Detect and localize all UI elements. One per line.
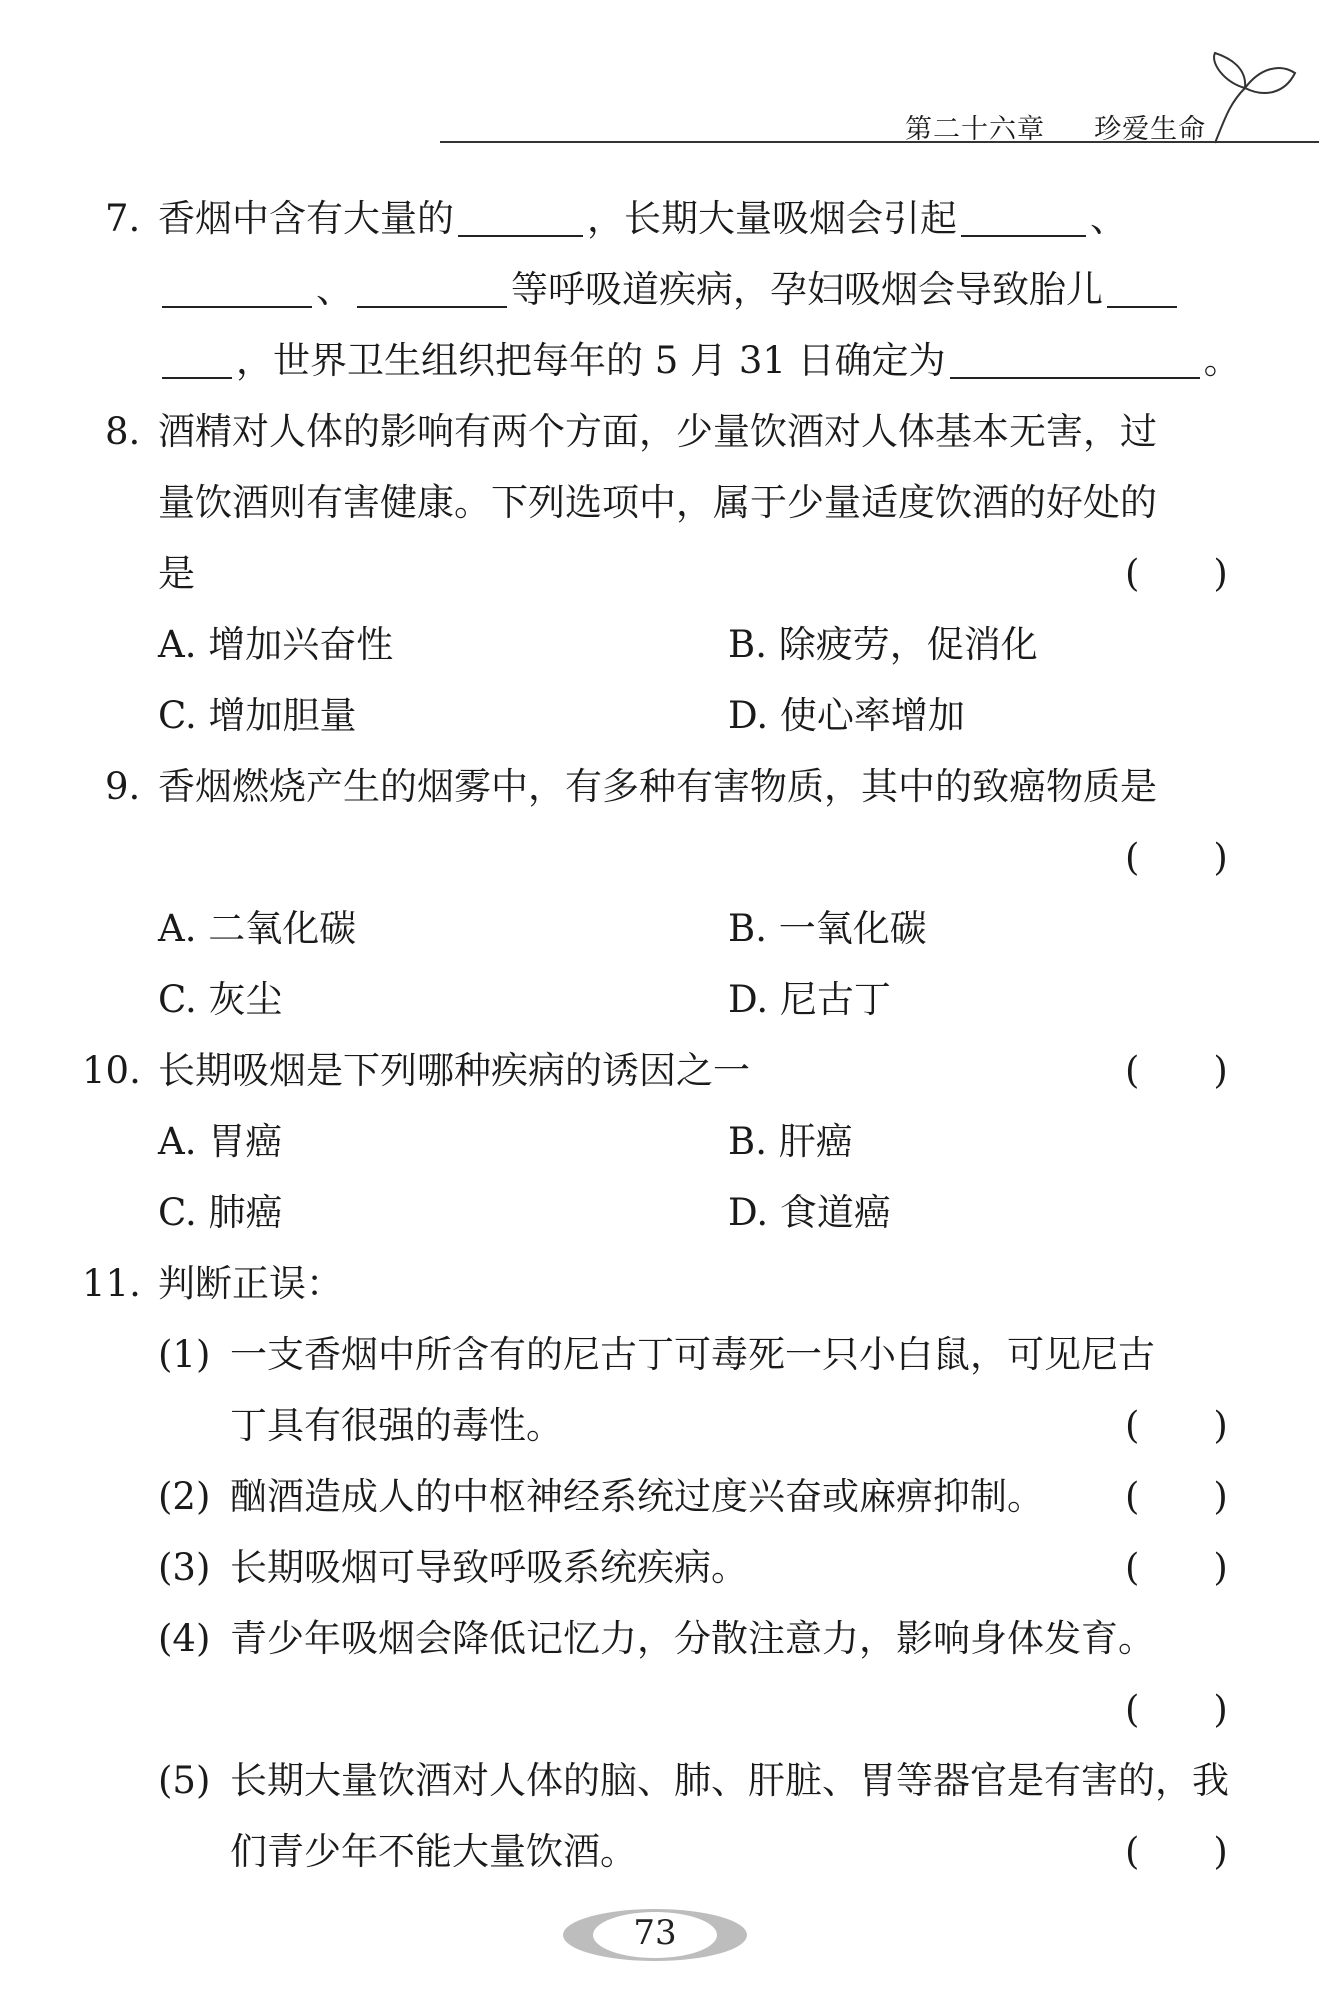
question-text-line: 是 [158, 552, 195, 595]
option-b[interactable]: B. 肝癌 [728, 1120, 853, 1163]
question-text-line: 量饮酒则有害健康。下列选项中，属于少量适度饮酒的好处的 [158, 481, 1157, 524]
fill-blank[interactable] [1107, 264, 1177, 308]
answer-bracket[interactable]: ( ) [1125, 1688, 1228, 1731]
answer-bracket[interactable]: ( ) [1125, 1404, 1228, 1447]
item-label: (3) [158, 1546, 211, 1589]
item-text-line: 长期吸烟可导致呼吸系统疾病。 [230, 1546, 748, 1589]
fill-blank[interactable] [357, 264, 507, 308]
question-text-line [158, 183, 1127, 254]
answer-bracket[interactable]: ( ) [1125, 1049, 1228, 1092]
item-label: (1) [158, 1333, 211, 1376]
item-label: (2) [158, 1475, 211, 1518]
text-segment: 、 [1090, 197, 1127, 240]
question-number: 11. [82, 1262, 141, 1305]
option-a[interactable]: A. 增加兴奋性 [158, 623, 394, 666]
answer-bracket[interactable]: ( ) [1125, 836, 1228, 879]
option-c[interactable]: C. 灰尘 [158, 978, 283, 1021]
option-c[interactable]: C. 增加胆量 [158, 694, 357, 737]
question-number: 8. [105, 410, 141, 453]
question-text-line: 判断正误： [158, 1262, 343, 1305]
fill-blank[interactable] [458, 193, 583, 237]
header-divider [440, 141, 1319, 143]
question-text-line: 酒精对人体的影响有两个方面，少量饮酒对人体基本无害，过 [158, 410, 1157, 453]
option-d[interactable]: D. 食道癌 [728, 1191, 891, 1234]
option-a[interactable]: A. 胃癌 [158, 1120, 283, 1163]
fill-blank[interactable] [950, 335, 1200, 379]
answer-bracket[interactable]: ( ) [1125, 1830, 1228, 1873]
item-text-line: 丁具有很强的毒性。 [230, 1404, 563, 1447]
option-a[interactable]: A. 二氧化碳 [158, 907, 357, 950]
fill-blank[interactable] [162, 264, 312, 308]
page-number-badge [560, 1905, 750, 1965]
chapter-number: 第二十六章 [905, 114, 1045, 145]
option-b[interactable]: B. 除疲劳，促消化 [728, 623, 1038, 666]
text-segment: ，世界卫生组织把每年的 5 月 31 日确定为 [236, 339, 946, 382]
fill-blank[interactable] [961, 193, 1086, 237]
fill-blank[interactable] [162, 335, 232, 379]
option-b[interactable]: B. 一氧化碳 [728, 907, 927, 950]
option-c[interactable]: C. 肺癌 [158, 1191, 283, 1234]
item-text-line: 们青少年不能大量饮酒。 [230, 1830, 637, 1873]
option-d[interactable]: D. 尼古丁 [728, 978, 891, 1021]
question-number: 10. [82, 1049, 141, 1092]
question-text-line [158, 325, 1241, 396]
question-number: 9. [105, 765, 141, 808]
item-label: (4) [158, 1617, 211, 1660]
item-text-line: 青少年吸烟会降低记忆力，分散注意力，影响身体发育。 [230, 1617, 1155, 1660]
text-segment: 。 [1203, 339, 1241, 382]
question-text-line: 香烟燃烧产生的烟雾中，有多种有害物质，其中的致癌物质是 [158, 765, 1157, 808]
item-text-line: 长期大量饮酒对人体的脑、肺、肝脏、胃等器官是有害的，我 [230, 1759, 1229, 1802]
text-segment: ，长期大量吸烟会引起 [587, 197, 957, 240]
item-text-line: 酗酒造成人的中枢神经系统过度兴奋或麻痹抑制。 [230, 1475, 1044, 1518]
answer-bracket[interactable]: ( ) [1125, 552, 1228, 595]
text-segment: 、 [316, 268, 353, 311]
page-number: 73 [633, 1913, 677, 1953]
question-text-line [158, 254, 1181, 325]
answer-bracket[interactable]: ( ) [1125, 1546, 1228, 1589]
question-number: 7. [105, 197, 141, 240]
answer-bracket[interactable]: ( ) [1125, 1475, 1228, 1518]
question-text-line: 长期吸烟是下列哪种疾病的诱因之一 [158, 1049, 750, 1092]
option-d[interactable]: D. 使心率增加 [728, 694, 965, 737]
item-text-line: 一支香烟中所含有的尼古丁可毒死一只小白鼠，可见尼古 [230, 1333, 1155, 1376]
text-segment: 香烟中含有大量的 [158, 197, 454, 240]
item-label: (5) [158, 1759, 211, 1802]
chapter-title: 珍爱生命 [1094, 114, 1207, 145]
text-segment: 等呼吸道疾病，孕妇吸烟会导致胎儿 [511, 268, 1103, 311]
